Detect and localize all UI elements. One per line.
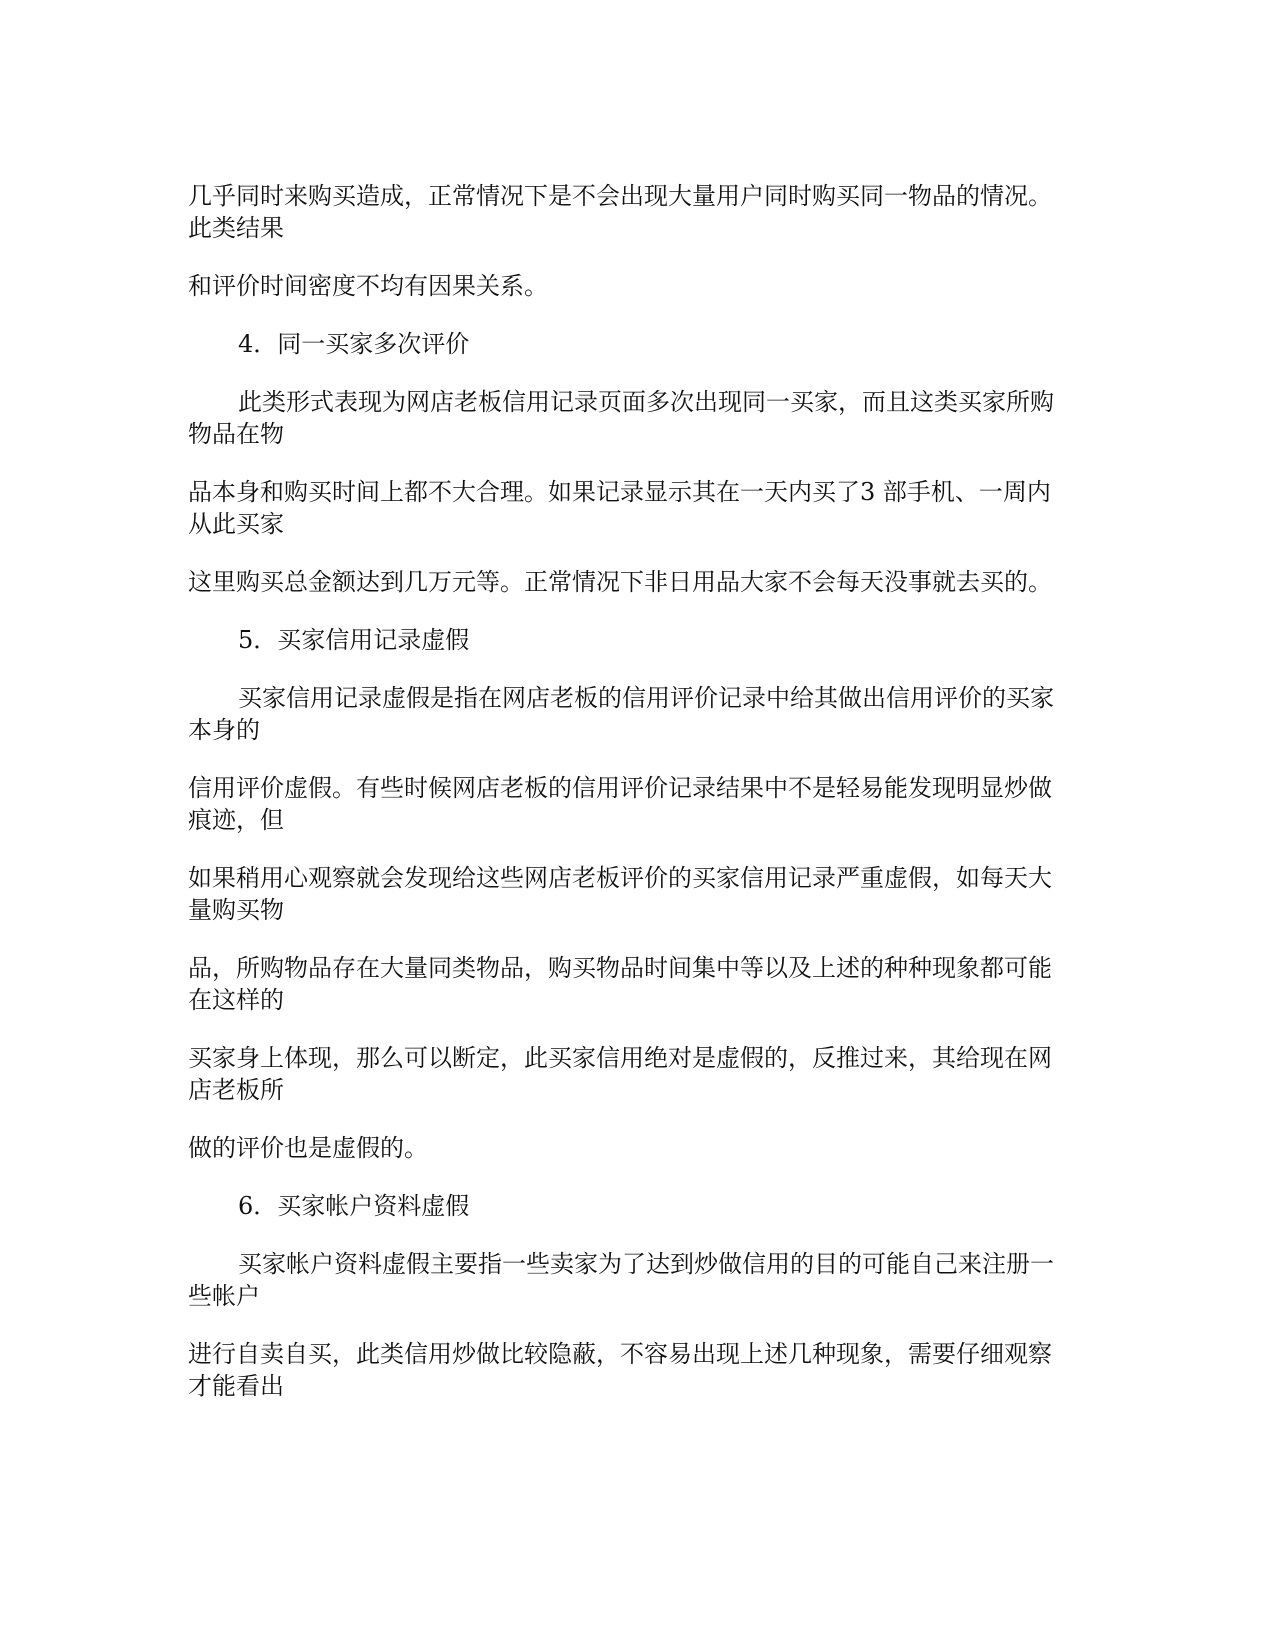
text-line: 信用评价虚假。有些时候网店老板的信用评价记录结果中不是轻易能发现明显炒做 — [188, 774, 1052, 802]
paragraph — [188, 386, 1088, 450]
text-line: 量购买物 — [188, 896, 284, 924]
text-line: 此类形式表现为网店老板信用记录页面多次出现同一买家，而且这类买家所购 — [238, 388, 1054, 416]
text-line: 些帐户 — [188, 1282, 260, 1310]
paragraph — [188, 1132, 1088, 1164]
text-line: 如果稍用心观察就会发现给这些网店老板评价的买家信用记录严重虚假，如每天大 — [188, 864, 1052, 892]
paragraph — [188, 952, 1088, 1016]
paragraph — [188, 1042, 1088, 1106]
text-line: 6．买家帐户资料虚假 — [238, 1192, 470, 1220]
paragraph — [188, 180, 1088, 244]
text-line: 买家帐户资料虚假主要指一些卖家为了达到炒做信用的目的可能自己来注册一 — [238, 1250, 1054, 1278]
paragraph — [188, 270, 1088, 302]
paragraph — [188, 1248, 1088, 1312]
paragraph — [188, 862, 1088, 926]
section-heading — [188, 1190, 1088, 1222]
text-line: 5．买家信用记录虚假 — [238, 626, 470, 654]
text-line: 痕迹，但 — [188, 806, 284, 834]
text-line: 做的评价也是虚假的。 — [188, 1134, 428, 1162]
text-line: 在这样的 — [188, 986, 284, 1014]
text-line: 几乎同时来购买造成，正常情况下是不会出现大量用户同时购买同一物品的情况。 — [188, 182, 1052, 210]
text-line: 买家信用记录虚假是指在网店老板的信用评价记录中给其做出信用评价的买家 — [238, 684, 1054, 712]
section-heading — [188, 624, 1088, 656]
text-line: 买家身上体现，那么可以断定，此买家信用绝对是虚假的，反推过来，其给现在网 — [188, 1044, 1052, 1072]
section-heading — [188, 328, 1088, 360]
text-line: 品本身和购买时间上都不大合理。如果记录显示其在一天内买了3 部手机、一周内 — [188, 478, 1051, 506]
paragraph — [188, 772, 1088, 836]
text-line: 这里购买总金额达到几万元等。正常情况下非日用品大家不会每天没事就去买的。 — [188, 568, 1052, 596]
text-line: 品，所购物品存在大量同类物品，购买物品时间集中等以及上述的种种现象都可能 — [188, 954, 1052, 982]
text-line: 才能看出 — [188, 1372, 284, 1400]
paragraph — [188, 566, 1088, 598]
text-line: 此类结果 — [188, 214, 284, 242]
text-line: 店老板所 — [188, 1076, 284, 1104]
text-line: 物品在物 — [188, 420, 284, 448]
paragraph — [188, 682, 1088, 746]
text-line: 本身的 — [188, 716, 260, 744]
text-line: 4．同一买家多次评价 — [238, 330, 470, 358]
text-line: 进行自卖自买，此类信用炒做比较隐蔽，不容易出现上述几种现象，需要仔细观察 — [188, 1340, 1052, 1368]
paragraph — [188, 1338, 1088, 1402]
text-line: 和评价时间密度不均有因果关系。 — [188, 272, 548, 300]
paragraph — [188, 476, 1088, 540]
document-body — [188, 180, 1088, 1428]
text-line: 从此买家 — [188, 510, 284, 538]
